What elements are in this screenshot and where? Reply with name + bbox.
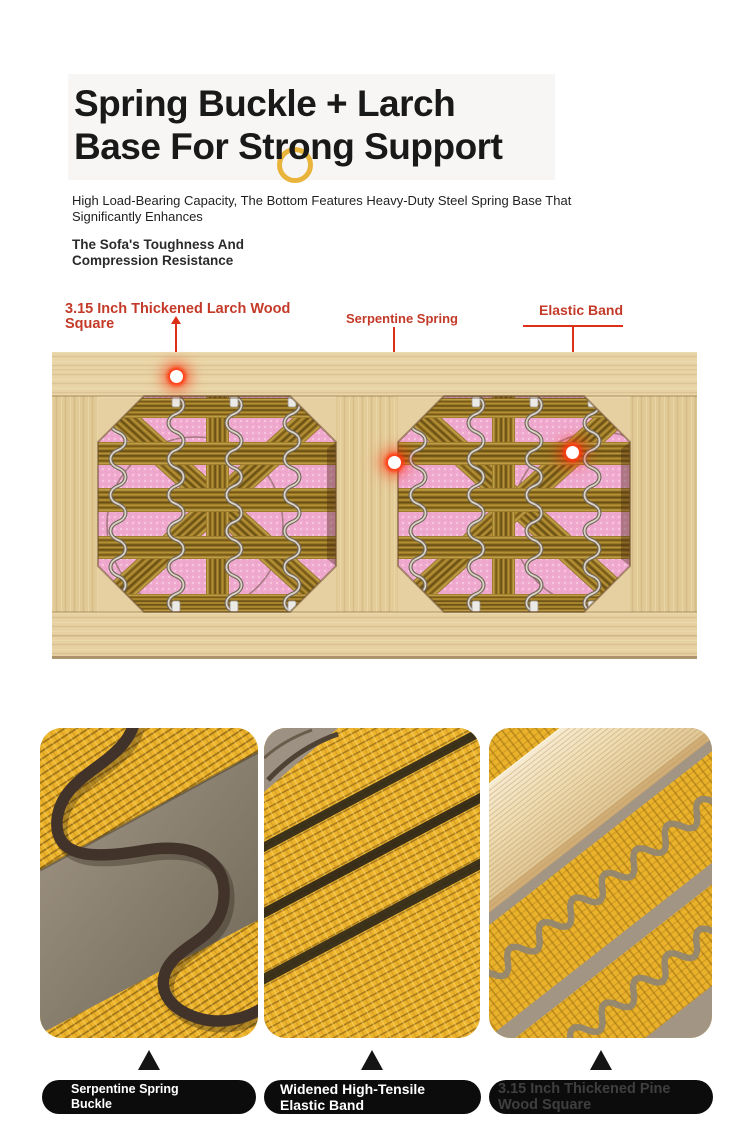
triangle-pointer-icon	[361, 1050, 383, 1070]
subtitle-line1: High Load-Bearing Capacity, The Bottom Features Heavy-Duty Steel Spring Base That	[72, 193, 572, 208]
caption-line: Wood Square	[498, 1097, 592, 1113]
page-title	[74, 82, 502, 168]
caption-line: Widened High-Tensile	[280, 1081, 426, 1097]
caption-pill-elastic-band	[264, 1080, 481, 1114]
detail-card-spring-buckle	[40, 728, 258, 1038]
caption-line: Elastic Band	[280, 1097, 365, 1113]
caption-pill-spring-buckle	[42, 1080, 256, 1114]
hotspot-marker-larch	[170, 370, 183, 383]
subtitle-bold-line2: Compression Resistance	[72, 253, 234, 268]
subtitle-bold	[72, 237, 244, 269]
detail-card-wood-square	[489, 728, 712, 1038]
caption-line: Buckle	[71, 1097, 112, 1111]
subtitle	[72, 193, 571, 224]
caption-line: Serpentine Spring	[71, 1082, 179, 1096]
triangle-pointer-icon	[138, 1050, 160, 1070]
callout-elastic-band: Elastic Band	[539, 302, 624, 318]
caption-pill-wood-square	[489, 1080, 713, 1114]
page-title-line1: Spring Buckle + Larch	[74, 83, 456, 124]
base-frame-photo	[52, 352, 697, 659]
callout-serpentine-spring: Serpentine Spring	[346, 311, 458, 326]
triangle-pointer-icon	[590, 1050, 612, 1070]
callout-larch-line1: 3.15 Inch Thickened Larch Wood	[65, 301, 291, 317]
detail-card-elastic-band	[264, 728, 480, 1038]
caption-line: 3.15 Inch Thickened Pine	[498, 1081, 671, 1097]
subtitle-bold-line1: The Sofa's Toughness And	[72, 237, 244, 252]
subtitle-line2: Significantly Enhances	[72, 208, 203, 224]
hotspot-marker-elastic	[566, 446, 579, 459]
callout-larch-line2: Square	[65, 316, 115, 332]
leader-arrow-up-icon	[171, 316, 181, 324]
page-title-line2: Base For Strong Support	[74, 126, 503, 167]
hotspot-marker-spring	[388, 456, 401, 469]
